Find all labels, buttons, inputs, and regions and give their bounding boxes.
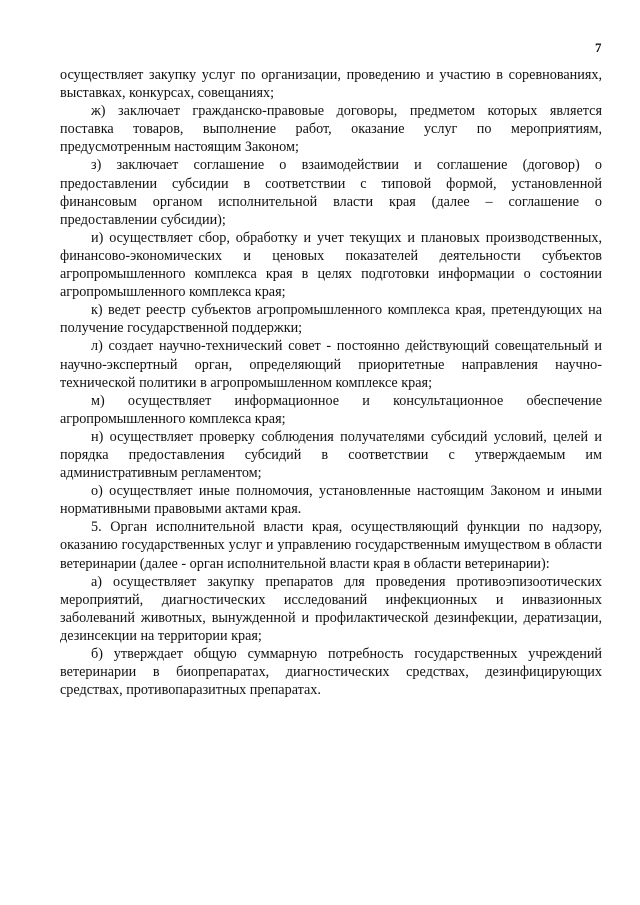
paragraph-item-a: а) осуществляет закупку препаратов для проведения противоэпизоотических мероприятий, диагностических исследований инфекционных и инвазионных заболеваний животных, вынужденной и профилактической дезинфекции, дератизации, дезинсекции на территории края; [60, 573, 602, 644]
paragraph-continuation: осуществляет закупку услуг по организации, проведению и участию в соревнованиях, выставках, конкурсах, совещаниях; [60, 67, 602, 102]
paragraph-section-5: 5. Орган исполнительной власти края, осуществляющий функции по надзору, оказанию государственных услуг и управлению государственным имуществом в области ветеринарии (далее - орган исполнительной власти края в области ветеринарии): [60, 519, 602, 572]
paragraph-item-k: к) ведет реестр субъектов агропромышленного комплекса края, претендующих на получение государственной поддержки; [60, 302, 602, 337]
paragraph-item-n: н) осуществляет проверку соблюдения получателями субсидий условий, целей и порядка предоставления субсидий в соответствии с утверждаемым им административным регламентом; [60, 428, 602, 482]
paragraph-item-o: о) осуществляет иные полномочия, установленные настоящим Законом и иными нормативными правовыми актами края. [60, 483, 602, 518]
document-body [60, 66, 602, 699]
paragraph-item-zh: ж) заключает гражданско-правовые договоры, предметом которых является поставка товаров, выполнение работ, оказание услуг по мероприятиям, предусмотренным настоящим Законом; [60, 103, 602, 156]
paragraph-item-i: и) осуществляет сбор, обработку и учет текущих и плановых производственных, финансово-экономических и ценовых показателей деятельности субъектов агропромышленного комплекса края в целях подготовки информации о состоянии агропромышленного комплекса края; [60, 229, 602, 301]
paragraph-item-m: м) осуществляет информационное и консультационное обеспечение агропромышленного комплекса края; [60, 392, 602, 427]
paragraph-item-b: б) утверждает общую суммарную потребность государственных учреждений ветеринарии в биопрепаратах, диагностических средствах, дезинфицирующих средствах, противопаразитных препаратах. [60, 646, 602, 699]
page-number: 7 [595, 40, 602, 55]
paragraph-item-l: л) создает научно-технический совет - постоянно действующий совещательный и научно-экспертный орган, определяющий приоритетные направления научно-технической политики в агропромышленном комплексе края; [60, 338, 602, 391]
paragraph-item-z: з) заключает соглашение о взаимодействии и соглашение (договор) о предоставлении субсидии в соответствии с типовой формой, установленной финансовым органом исполнительной власти края (далее – соглашение о предоставлении субсидии); [60, 157, 602, 228]
